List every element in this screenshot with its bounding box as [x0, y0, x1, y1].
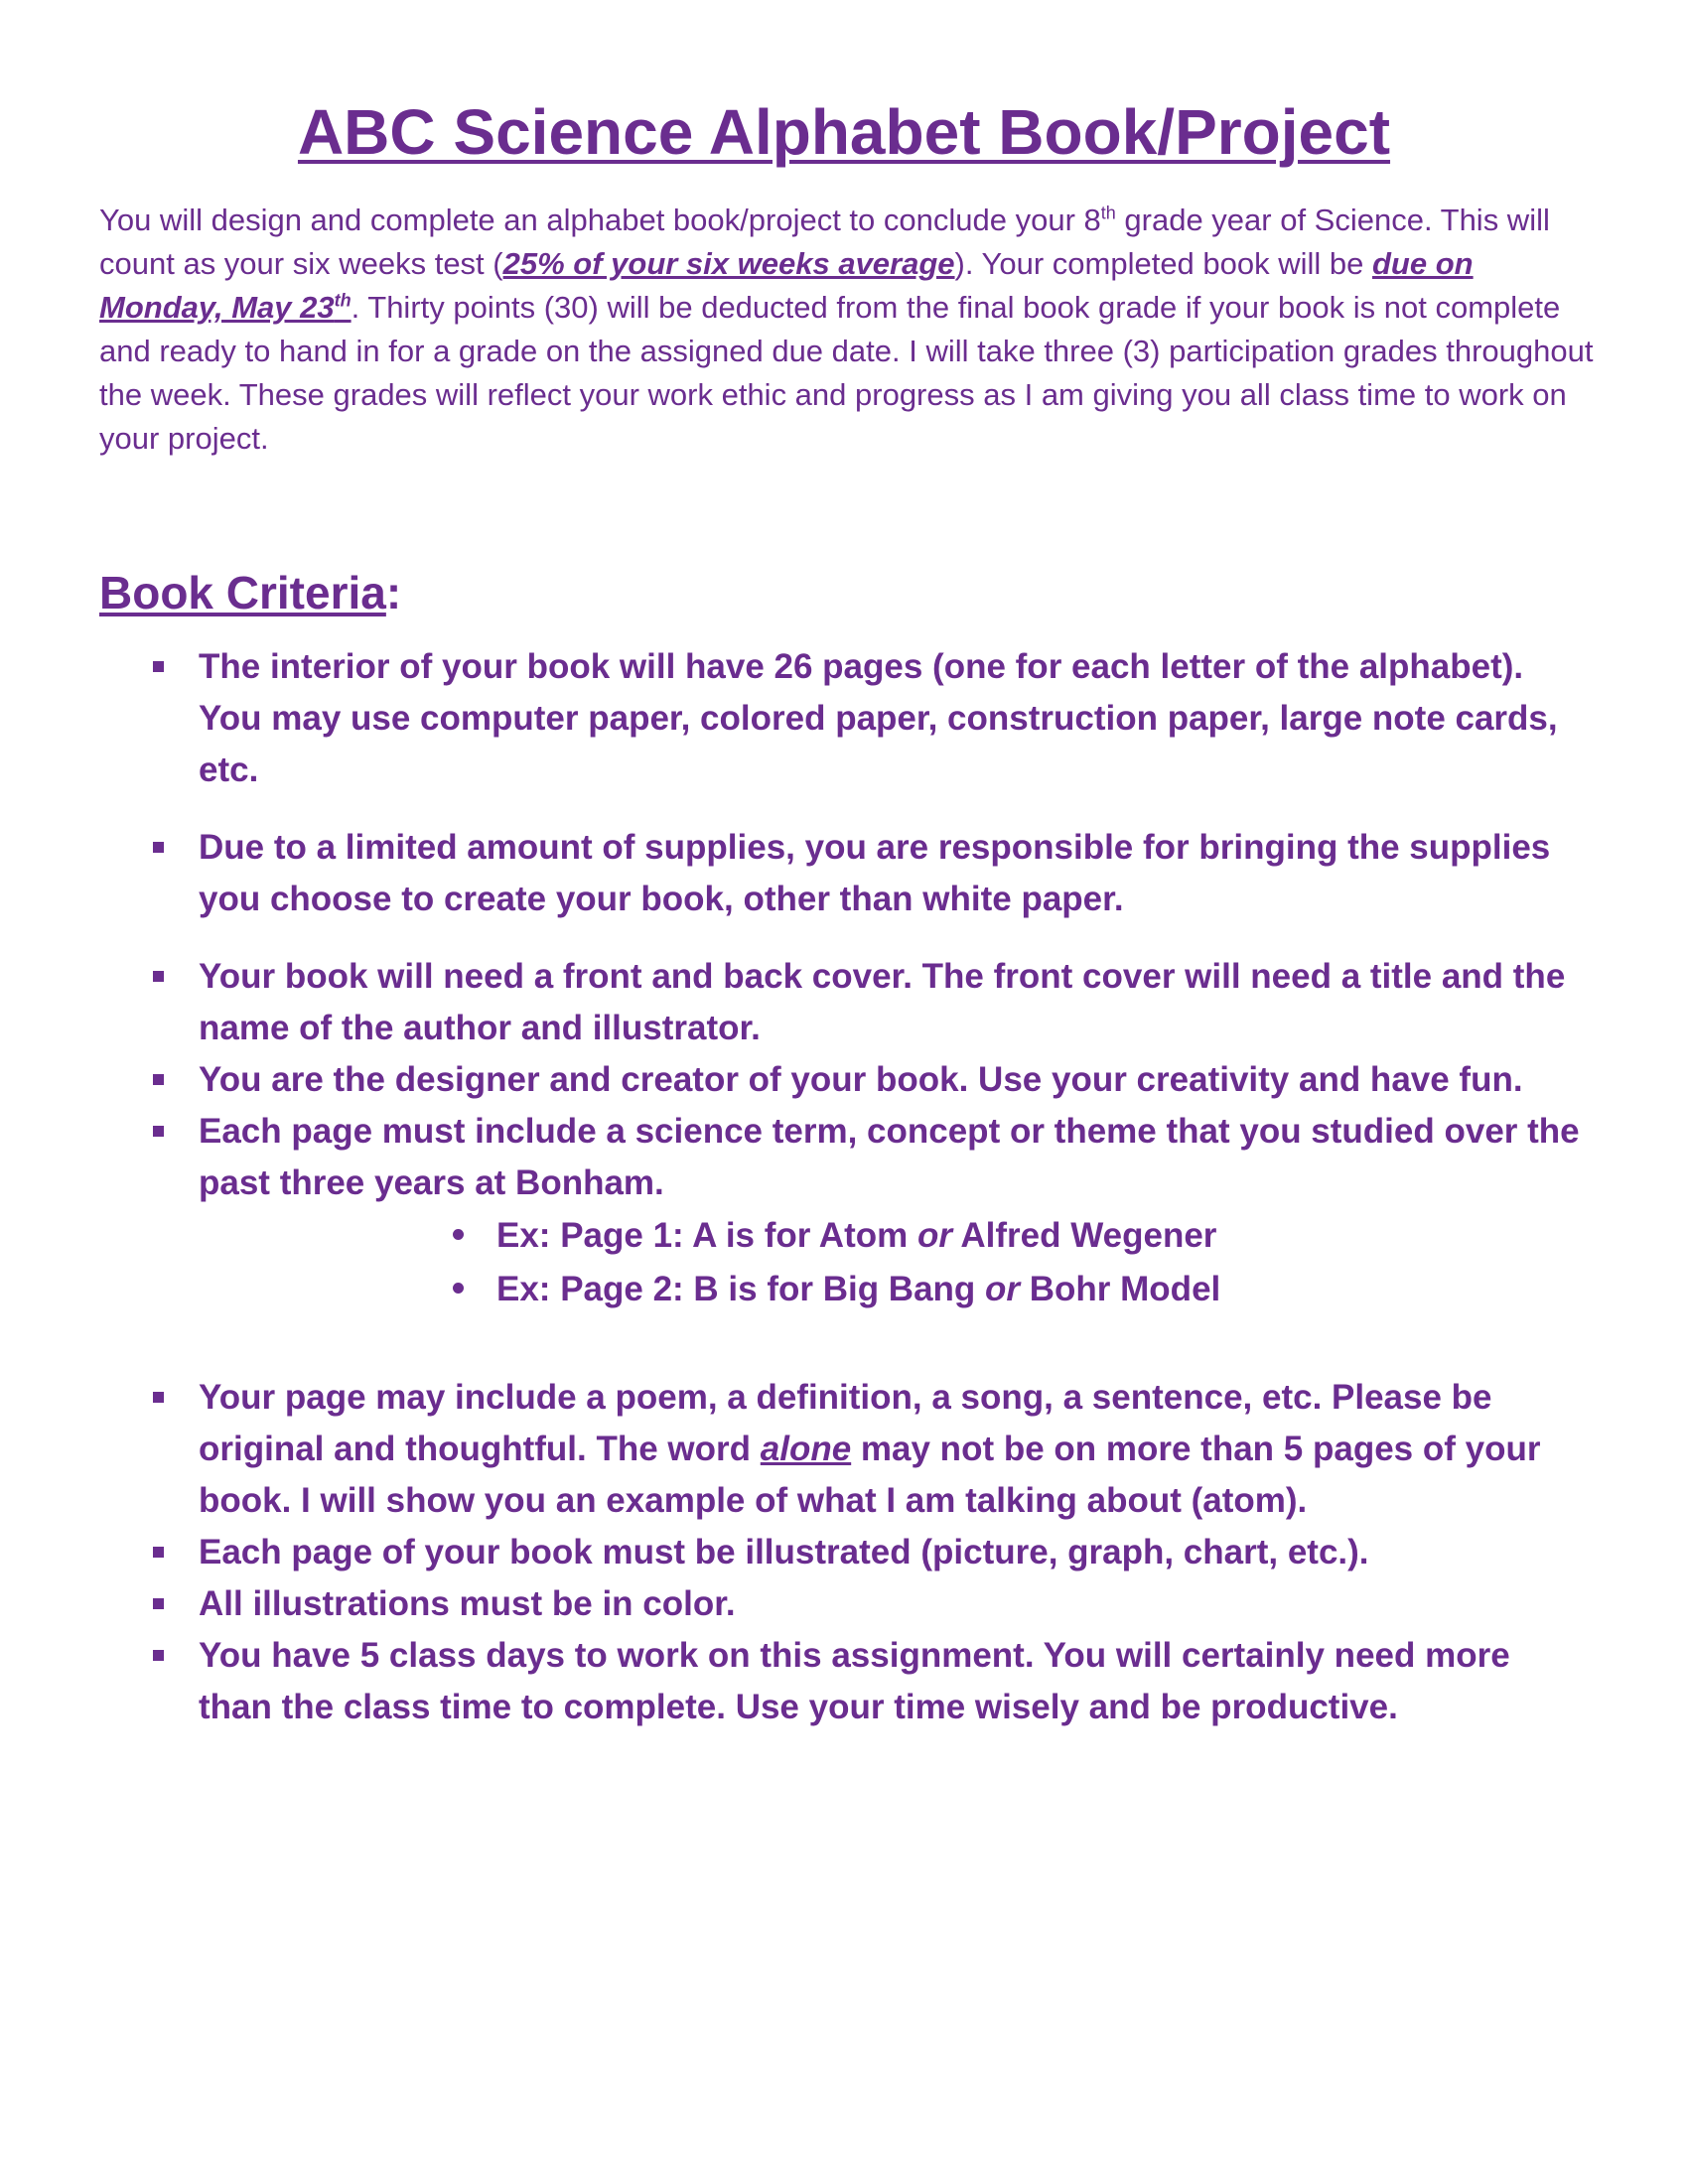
example-text: Alfred Wegener: [951, 1215, 1217, 1255]
example-list: [199, 1209, 1589, 1316]
criteria-item-text: may not be on more than 5 pages of your book. I will show you an example of what I am talking about (atom).: [199, 1429, 1541, 1520]
intro-text: You will design and complete an alphabet book/project to conclude your 8: [99, 203, 1101, 238]
criteria-heading-colon: :: [385, 567, 402, 619]
criteria-item: [99, 1372, 1589, 1527]
square-bullet-icon: [153, 1126, 164, 1137]
criteria-item: [99, 951, 1589, 1054]
criteria-heading: [99, 566, 1589, 620]
criteria-item-text: Due to a limited amount of supplies, you are responsible for bringing the supplies you choose to create your book, other than white paper.: [199, 827, 1551, 918]
square-bullet-icon: [153, 661, 164, 672]
criteria-item-text: You are the designer and creator of your book. Use your creativity and have fun.: [199, 1059, 1523, 1099]
criteria-item: [99, 822, 1589, 925]
square-bullet-icon: [153, 971, 164, 982]
page-title: ABC Science Alphabet Book/Project: [297, 96, 1391, 168]
example-or: or: [985, 1269, 1021, 1308]
criteria-item-text: Your page may include a poem, a definition, a song, a sentence, etc. Please be original and thoughtful. The word: [199, 1377, 1492, 1468]
square-bullet-icon: [153, 1598, 164, 1609]
criteria-item: [99, 1527, 1589, 1578]
round-bullet-icon: [453, 1229, 464, 1240]
example-text: Ex: Page 1: A is for Atom: [496, 1215, 917, 1255]
intro-text: grade year of Science. This will count as your six weeks test (: [99, 203, 1550, 282]
example-or: or: [916, 1215, 952, 1255]
criteria-list: [99, 641, 1589, 1733]
square-bullet-icon: [153, 1392, 164, 1403]
example-item: [199, 1263, 1688, 1316]
example-item: [199, 1209, 1688, 1263]
alone-emphasis: alone: [760, 1429, 852, 1468]
intro-paragraph: [99, 199, 1599, 461]
criteria-item-text: You have 5 class days to work on this assignment. You will certainly need more than the class time to complete. Use your time wisely and be productive.: [199, 1635, 1510, 1726]
criteria-item: [99, 641, 1589, 796]
due-date-text: due on Monday, May 23: [99, 246, 1474, 326]
intro-text: ). Your completed book will be: [954, 246, 1372, 282]
square-bullet-icon: [153, 1547, 164, 1558]
criteria-item-text: Your book will need a front and back cover. The front cover will need a title and the name of the author and illustrator.: [199, 956, 1566, 1047]
example-text: Bohr Model: [1020, 1269, 1221, 1308]
criteria-item: [99, 1578, 1589, 1630]
criteria-heading-text: Book Criteria: [99, 567, 386, 619]
square-bullet-icon: [153, 842, 164, 853]
grade-weight: 25% of your six weeks average: [502, 246, 955, 282]
criteria-item-text: Each page must include a science term, concept or theme that you studied over the past three years at Bonham.: [199, 1111, 1580, 1202]
example-text: Ex: Page 2: B is for Big Bang: [496, 1269, 986, 1308]
square-bullet-icon: [153, 1074, 164, 1085]
criteria-item-text: The interior of your book will have 26 pages (one for each letter of the alphabet). You may use computer paper, colored paper, construction paper, large note cards, etc.: [199, 646, 1558, 789]
criteria-item: [99, 1054, 1589, 1106]
criteria-item-text: Each page of your book must be illustrated (picture, graph, chart, etc.).: [199, 1532, 1369, 1571]
criteria-item: [99, 1106, 1589, 1316]
square-bullet-icon: [153, 1650, 164, 1661]
criteria-item: [99, 1630, 1589, 1733]
criteria-item-text: All illustrations must be in color.: [199, 1583, 736, 1623]
intro-text: . Thirty points (30) will be deducted from the final book grade if your book is not complete and ready to hand in for a grade on the assigned due date. I will take three (3) participation grades throughout the week. These grades will reflect your work ethic and progress as I am giving you all class time to work on your project.: [99, 290, 1594, 457]
round-bullet-icon: [453, 1283, 464, 1294]
superscript: th: [1100, 204, 1116, 224]
superscript: th: [334, 291, 352, 312]
